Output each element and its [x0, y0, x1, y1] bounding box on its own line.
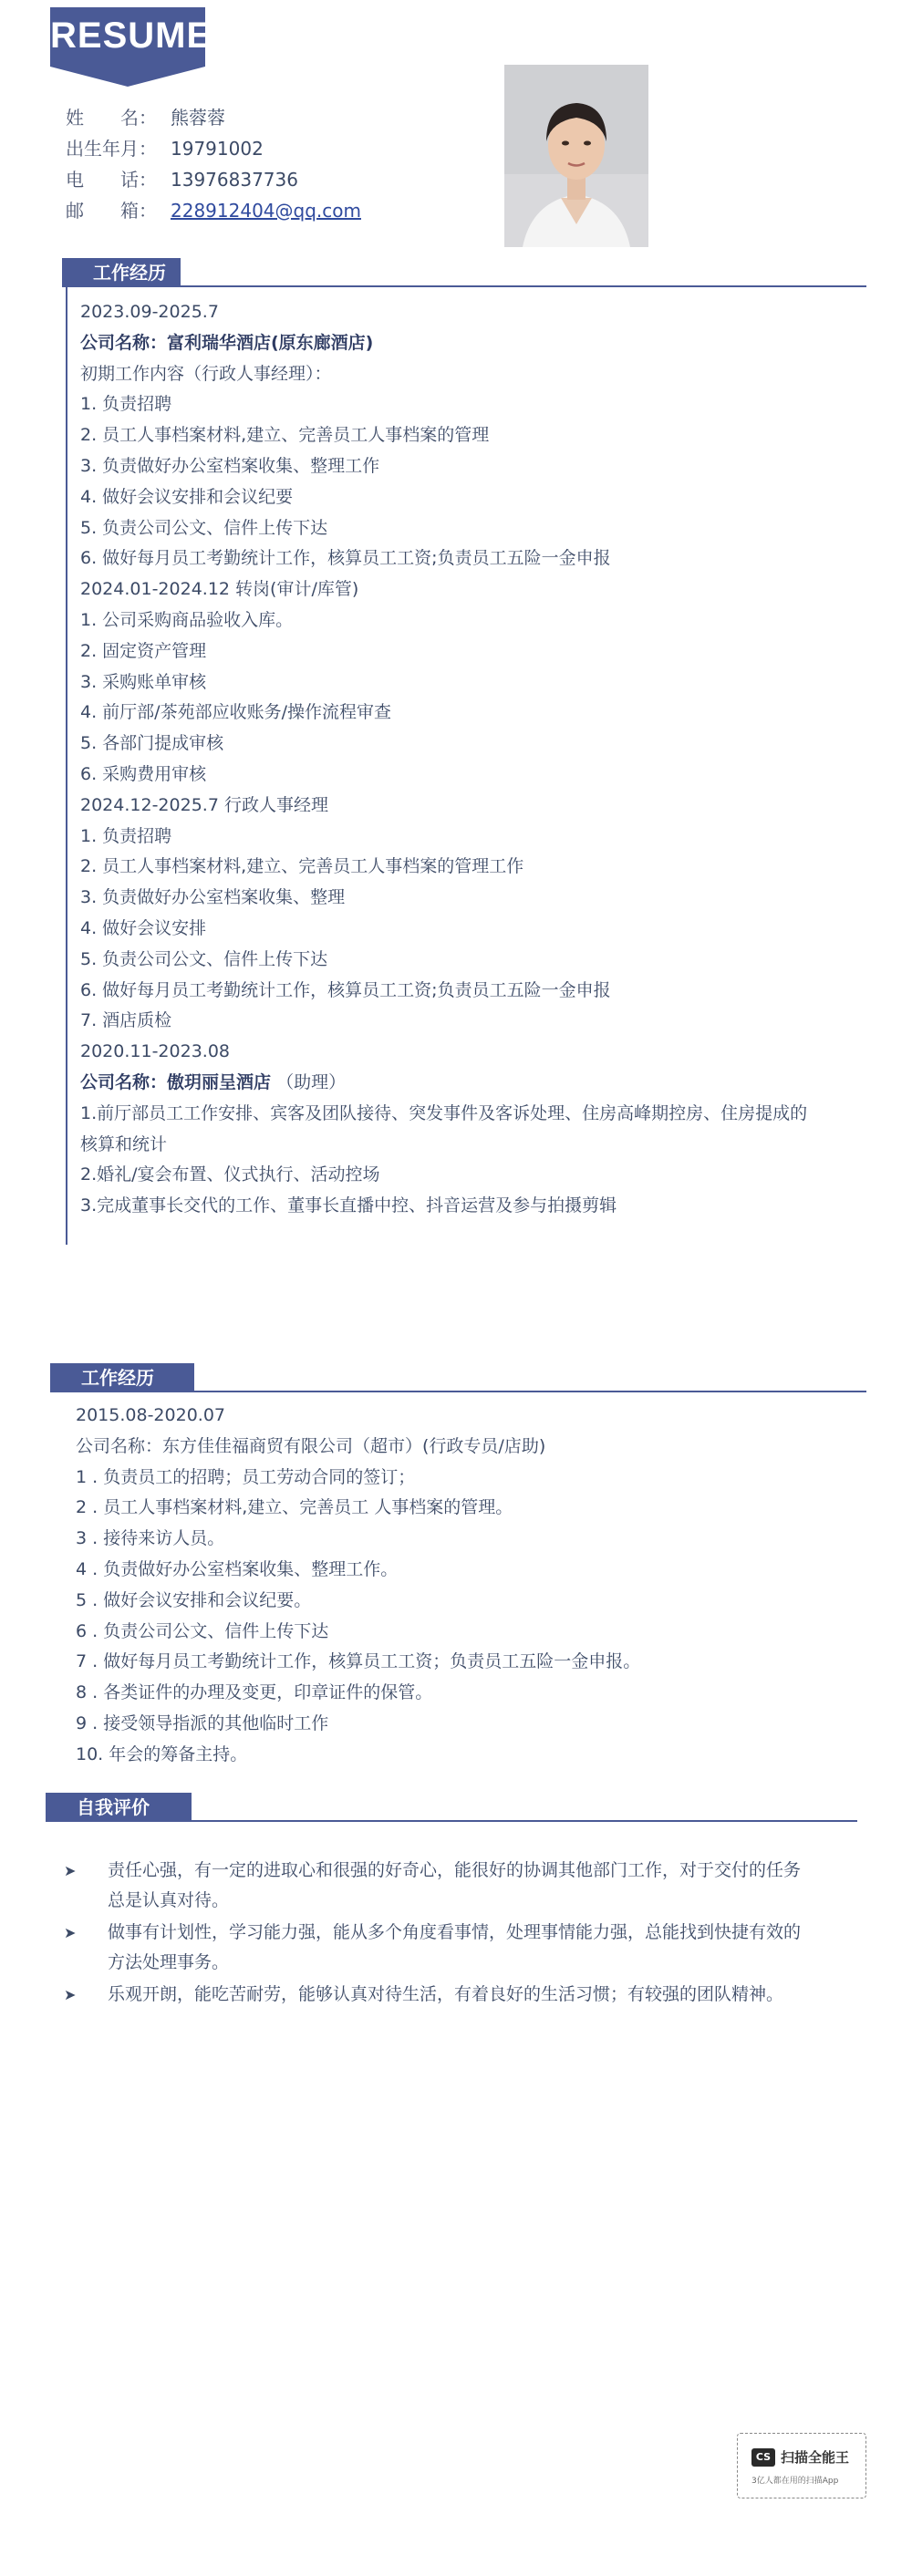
- work1-line: 6. 做好每月员工考勤统计工作，核算员工工资;负责员工五险一金申报: [80, 548, 611, 569]
- work1-line: 1. 公司采购商品验收入库。: [80, 609, 294, 630]
- work2-line: 1 . 负责员工的招聘；员工劳动合同的签订；: [76, 1466, 416, 1487]
- self-eval-text: 方法处理事务。: [108, 1952, 230, 1972]
- work2-line: 2015.08-2020.07: [76, 1405, 225, 1425]
- work1-line: 4. 做好会议安排和会议纪要: [80, 486, 294, 507]
- email-link[interactable]: 228912404@qq.com: [171, 200, 361, 222]
- work2-line: 10. 年会的筹备主持。: [76, 1743, 248, 1764]
- company2-label: 公司名称：: [80, 1071, 168, 1092]
- arrow-bullet-icon: ➤: [64, 1986, 77, 2003]
- work1-line: 1. 负责招聘: [80, 394, 172, 415]
- camscanner-logo-icon: CS: [751, 2448, 775, 2467]
- work2-line: 公司名称：东方佳佳福商贸有限公司（超市）(行政专员/店助): [76, 1435, 546, 1456]
- work1-line: 2.婚礼/宴会布置、仪式执行、活动控场: [80, 1164, 380, 1185]
- work1-line: 6. 做好每月员工考勤统计工作，核算员工工资;负责员工五险一金申报: [80, 979, 611, 1000]
- info-value-phone: 13976837736: [171, 169, 298, 191]
- work2-line: 2 . 员工人事档案材料,建立、完善员工 人事档案的管理。: [76, 1497, 513, 1518]
- work1-line: 3. 采购账单审核: [80, 671, 207, 692]
- info-row-name: [66, 102, 361, 133]
- self-eval-item: [64, 1856, 857, 1916]
- work1-line: 5. 负责公司公文、信件上传下达: [80, 517, 328, 538]
- section-divider: [62, 285, 866, 287]
- info-label: 电 话：: [66, 169, 157, 191]
- work1-line: 6. 采购费用审核: [80, 763, 207, 784]
- section-header-work1: 工作经历: [62, 258, 181, 287]
- work1-company2: [80, 1068, 865, 1099]
- arrow-bullet-icon: ➤: [64, 1862, 77, 1879]
- work1-line: 2024.12-2025.7 行政人事经理: [80, 794, 328, 815]
- work1-line: 1. 负责招聘: [80, 825, 172, 846]
- scanner-watermark: [737, 2433, 866, 2498]
- work1-line: 4. 做好会议安排: [80, 917, 207, 938]
- info-row-email: [66, 195, 361, 226]
- info-label: 姓 名：: [66, 107, 157, 129]
- work1-line: 5. 负责公司公文、信件上传下达: [80, 948, 328, 969]
- info-row-birth: [66, 133, 361, 164]
- resume-badge-tail: [50, 67, 205, 87]
- self-eval-text: 责任心强，有一定的进取心和很强的好奇心，能很好的协调其他部门工作，对于交付的任务: [108, 1860, 802, 1880]
- work1-line: 5. 各部门提成审核: [80, 733, 224, 754]
- info-label: 邮 箱：: [66, 200, 157, 222]
- self-eval-text: 乐观开朗，能吃苦耐劳，能够认真对待生活，有着良好的生活习惯；有较强的团队精神。: [108, 1984, 784, 2004]
- info-value-name: 熊蓉蓉: [171, 107, 225, 129]
- self-eval-item: [64, 1980, 857, 2010]
- work1-line: 2024.01-2024.12 转岗(审计/库管): [80, 579, 359, 600]
- work1-line: 3. 负责做好办公室档案收集、整理: [80, 887, 346, 908]
- work1-line: 3. 负责做好办公室档案收集、整理工作: [80, 455, 380, 476]
- info-value-birth: 19791002: [171, 138, 264, 160]
- work2-line: 8 . 各类证件的办理及变更，印章证件的保管。: [76, 1682, 433, 1703]
- work1-content: [80, 297, 865, 1222]
- work2-line: 4 . 负责做好办公室档案收集、整理工作。: [76, 1558, 399, 1579]
- section-vertical-rule: [66, 285, 67, 1245]
- company2-name: 傲玥丽呈酒店: [167, 1071, 272, 1092]
- work1-line: 核算和统计: [80, 1133, 168, 1154]
- work1-line: 2023.09-2025.7: [80, 302, 219, 322]
- info-row-phone: [66, 164, 361, 195]
- work2-line: 3 . 接待来访人员。: [76, 1528, 225, 1549]
- work1-line: 7. 酒店质检: [80, 1010, 172, 1031]
- work1-line: 2. 员工人事档案材料,建立、完善员工人事档案的管理工作: [80, 856, 524, 877]
- scanner-tagline: 3亿人都在用的扫描App: [751, 2477, 839, 2486]
- personal-info: [66, 102, 361, 226]
- work1-company: 公司名称：富利瑞华酒店(原东廊酒店): [80, 332, 374, 353]
- self-eval-text: 做事有计划性，学习能力强，能从多个角度看事情，处理事情能力强，总能找到快捷有效的: [108, 1922, 802, 1942]
- work2-line: 9 . 接受领导指派的其他临时工作: [76, 1712, 329, 1733]
- work1-line: 初期工作内容（行政人事经理）：: [80, 363, 332, 384]
- self-eval-text: 总是认真对待。: [108, 1890, 230, 1910]
- section-divider: [50, 1391, 866, 1392]
- work1-line: 2. 固定资产管理: [80, 640, 207, 661]
- company2-role: （助理）: [276, 1071, 347, 1092]
- self-eval-item: [64, 1918, 857, 1978]
- work1-line: 1.前厅部员工工作安排、宾客及团队接待、突发事件及客诉处理、住房高峰期控房、住房提成的: [80, 1102, 808, 1123]
- work2-line: 7 . 做好每月员工考勤统计工作，核算员工工资；负责员工五险一金申报。: [76, 1651, 641, 1672]
- work2-content: [76, 1401, 860, 1771]
- info-label: 出生年月：: [66, 138, 157, 160]
- work1-line: 4. 前厅部/茶苑部应收账务/操作流程审查: [80, 702, 391, 723]
- section-divider: [46, 1820, 857, 1822]
- scanner-app-name: 扫描全能王: [781, 2449, 850, 2466]
- arrow-bullet-icon: ➤: [64, 1924, 77, 1941]
- work2-line: 5 . 做好会议安排和会议纪要。: [76, 1589, 312, 1610]
- work2-line: 6 . 负责公司公文、信件上传下达: [76, 1620, 329, 1641]
- profile-photo-figure: [504, 65, 648, 247]
- profile-photo: [504, 65, 648, 247]
- section-header-self-eval: 自我评价: [46, 1793, 192, 1822]
- work1-line: 2020.11-2023.08: [80, 1041, 230, 1062]
- resume-badge-text: RESUME: [50, 16, 212, 56]
- resume-badge: [50, 7, 212, 67]
- self-eval-list: [64, 1856, 857, 2012]
- work1-line: 3.完成董事长交代的工作、董事长直播中控、抖音运营及参与拍摄剪辑: [80, 1195, 617, 1216]
- section-header-work2: 工作经历: [50, 1363, 194, 1392]
- work1-line: 2. 员工人事档案材料,建立、完善员工人事档案的管理: [80, 425, 490, 446]
